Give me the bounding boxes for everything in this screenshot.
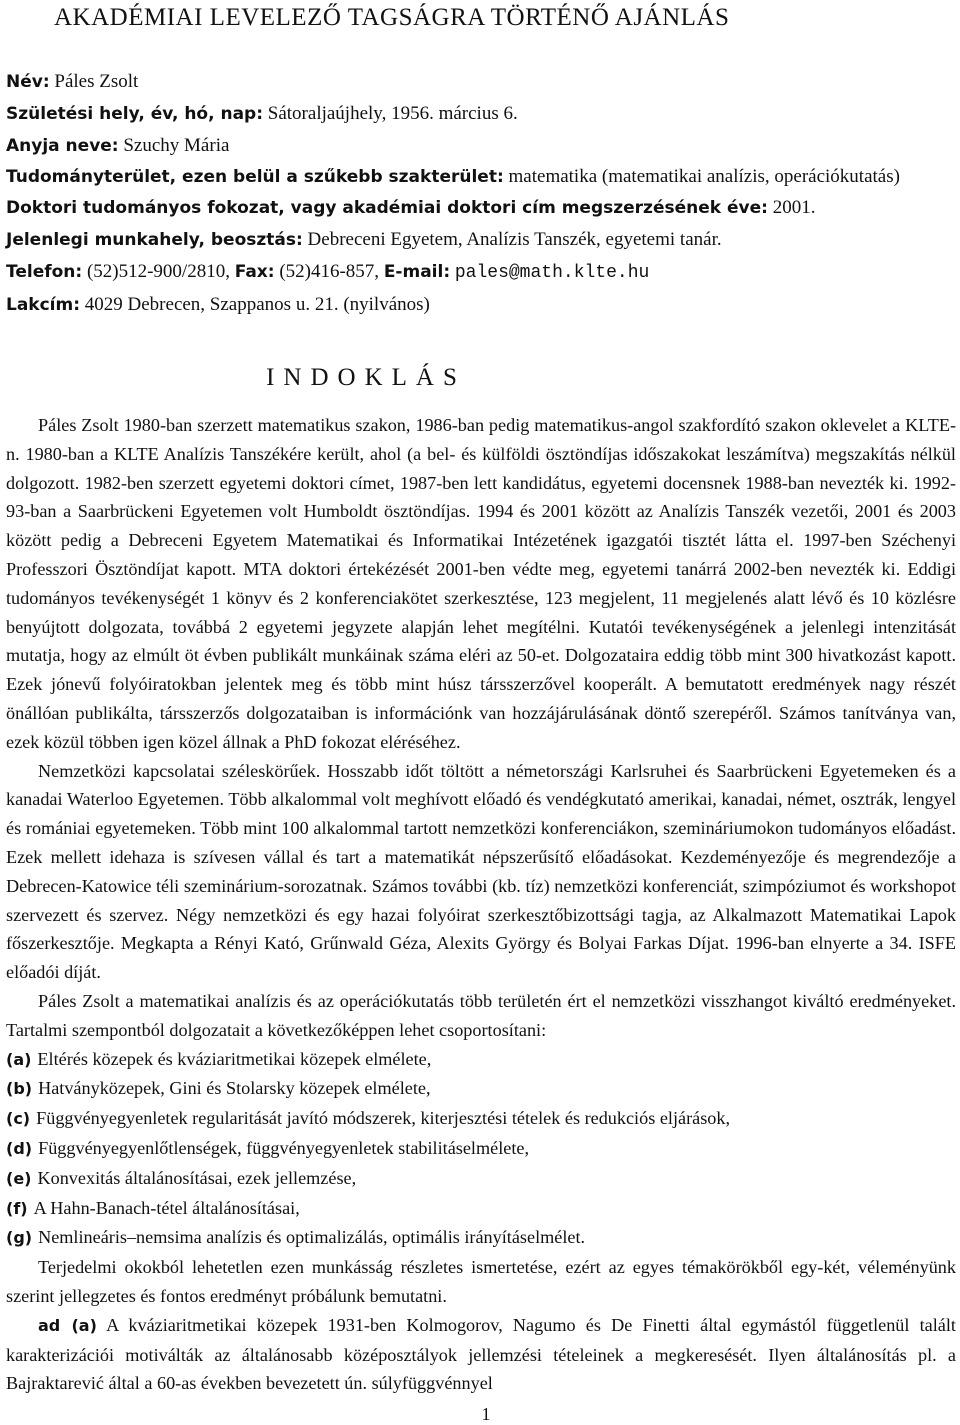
list-item bbox=[6, 1164, 956, 1194]
list-item-text: Függvényegyenletek regularitását javító módszerek, kiterjesztési tételek és redukciós eljárások, bbox=[36, 1108, 731, 1129]
list-item bbox=[6, 1074, 956, 1104]
email-label: E-mail: bbox=[383, 262, 451, 282]
list-marker: (f) bbox=[6, 1198, 28, 1218]
mother-row bbox=[6, 130, 956, 162]
email-value: pales@math.klte.hu bbox=[454, 263, 650, 283]
personal-info bbox=[6, 66, 956, 321]
work-value: Debreceni Egyetem, Analízis Tanszék, egyetemi tanár. bbox=[307, 229, 722, 250]
phone-label: Telefon: bbox=[6, 262, 83, 282]
name-label: Név: bbox=[6, 72, 50, 92]
topic-list bbox=[6, 1045, 956, 1254]
list-item-text: Függvényegyenlőtlenségek, függvényegyenletek stabilitáselmélete, bbox=[38, 1137, 529, 1158]
list-marker: (d) bbox=[6, 1138, 33, 1158]
list-marker: (g) bbox=[6, 1228, 33, 1248]
birth-label: Születési hely, év, hó, nap: bbox=[6, 104, 264, 124]
ad-label: ad (a) bbox=[38, 1315, 97, 1335]
document-title: AKADÉMIAI LEVELEZŐ TAGSÁGRA TÖRTÉNŐ AJÁNLÁS bbox=[54, 4, 730, 31]
document-body bbox=[6, 411, 956, 1398]
fax-value: (52)416-857, bbox=[279, 261, 380, 282]
page-number: 1 bbox=[481, 1404, 491, 1424]
paragraph-results: Páles Zsolt a matematikai analízis és az operációkutatás több területén ért el nemzetközi visszhangot kiváltó eredményeket. Tartalmi szempontból dolgozatait a következőképpen lehet csoportosítani: bbox=[6, 990, 956, 1040]
name-value: Páles Zsolt bbox=[54, 71, 139, 92]
field-value: matematika (matematikai analízis, operációkutatás) bbox=[508, 166, 900, 187]
list-marker: (e) bbox=[6, 1168, 32, 1188]
work-row bbox=[6, 224, 956, 256]
list-item-text: Nemlineáris–nemsima analízis és optimalizálás, optimális irányításelmélet. bbox=[38, 1227, 586, 1248]
list-marker: (c) bbox=[6, 1109, 31, 1129]
address-value: 4029 Debrecen, Szappanos u. 21. (nyilvános) bbox=[84, 294, 430, 315]
work-label: Jelenlegi munkahely, beosztás: bbox=[6, 230, 303, 250]
field-row bbox=[6, 162, 956, 192]
mother-value: Szuchy Mária bbox=[123, 135, 230, 156]
paragraph-career: Páles Zsolt 1980-ban szerzett matematikus szakon, 1986-ban pedig matematikus-angol szakfordító szakon oklevelet a KLTE-n. 1980-ban a KLTE Analízis Tanszékére került, ahol (a bel- és külföldi ösztöndíjas időszakokat leszámítva) megszakítás nélkül dolgozott. 1982-ben szerzett egyetemi doktori címet, 1987-ben lett kandidátus, egyetemi docensnek 1988-ban nevezték ki. 1992-93-ban a Saarbrückeni Egyetemen volt Humboldt ösztöndíjas. 1994 és 2001 között az Analízis Tanszék vezetői, 2001 és 2003 között pedig a Debreceni Egyetem Matematikai és Informatikai Intézetének igazgatói tisztét látta el. 1997-ben Széchenyi Professzori Ösztöndíjat kapott. MTA doktori értekézését 2001-ben védte meg, egyetemi tanárrá 2002-ben nevezték ki. Eddigi tudományos tevékenységét 1 könyv és 2 konferenciakötet szerkesztése, 123 megjelent, 11 megjelenés alatt lévő és 10 közlésre benyújtott dolgozata, továbbá 2 egyetemi jegyzete alapján lehet megítélni. Kutatói tevékenységének a jelenlegi intenzitását mutatja, hogy az elmúlt öt évben publikált munkáinak száma eléri az 50-et. Dolgozataira eddig több mint 300 hivatkozást kapott. Ezek jónevű folyóiratokban jelentek meg és több mint húsz társszerzővel kooperált. A bemutatott eredmények nagy részét önállóan publikálta, társszerzős dolgozataiban is információnk van hozzájárulásának döntő szerepéről. Számos tanítványa van, ezek közül többen igen közel állnak a PhD fokozat eléréséhez. bbox=[6, 415, 956, 752]
fax-label: Fax: bbox=[234, 262, 275, 282]
list-item-text: A Hahn-Banach-tétel általánosításai, bbox=[33, 1197, 300, 1218]
list-item bbox=[6, 1194, 956, 1224]
birth-value: Sátoraljaújhely, 1956. március 6. bbox=[267, 103, 518, 124]
list-item bbox=[6, 1045, 956, 1075]
degree-label: Doktori tudományos fokozat, vagy akadémiai doktori cím megszerzésének éve: bbox=[6, 198, 768, 218]
list-item bbox=[6, 1104, 956, 1134]
paragraph-closing: Terjedelmi okokból lehetetlen ezen munkásság részletes ismertetése, ezért az egyes témakörökből egy-két, véleményünk szerint jellegzetes és fontos eredményt próbálunk bemutatni. bbox=[6, 1257, 956, 1306]
list-item bbox=[6, 1134, 956, 1164]
list-marker: (a) bbox=[6, 1049, 32, 1069]
degree-row bbox=[6, 192, 956, 224]
birth-row bbox=[6, 98, 956, 130]
paragraph-international: Nemzetközi kapcsolatai széleskörűek. Hosszabb időt töltött a németországi Karlsruhei és Saarbrückeni Egyetemeken és a kanadai Waterloo Egyetemen. Több alkalommal volt meghívott előadó és vendégkutató amerikai, kanadai, német, osztrák, lengyel és romániai egyetemeken. Több mint 100 alkalommal tartott nemzetközi konferenciákon, szemináriumokon tudományos előadást. Ezek mellett idehaza is szívesen vállal és tart a matematikát népszerűsítő előadásokat. Kezdeményezője és megrendezője a Debrecen-Katowice téli szeminárium-sorozatnak. Számos további (kb. tíz) nemzetközi konferenciát, szimpóziumot és workshopot szervezett és szervez. Négy nemzetközi és egy hazai folyóirat szerkesztőbizottsági tagja, az Alkalmazott Matematikai Lapok főszerkesztője. Megkapta a Rényi Kató, Grűnwald Géza, Alexits György és Bolyai Farkas Díjat. 1996-ban elnyerte a 34. ISFE előadói díját. bbox=[6, 760, 956, 983]
list-item bbox=[6, 1223, 956, 1253]
name-row bbox=[6, 66, 956, 98]
contact-row bbox=[6, 256, 956, 289]
list-item-text: Hatványközepek, Gini és Stolarsky közepek elmélete, bbox=[38, 1078, 431, 1099]
mother-label: Anyja neve: bbox=[6, 136, 119, 156]
list-marker: (b) bbox=[6, 1079, 33, 1099]
address-row bbox=[6, 289, 956, 321]
section-heading: INDOKLÁS bbox=[266, 364, 466, 391]
degree-value: 2001. bbox=[772, 197, 816, 218]
ad-text: A kváziaritmetikai közepek 1931-ben Kolmogorov, Nagumo és De Finetti által egymástól függetlenül talált karakterizációi motiválták az általánosabb középosztályok jellemzési tételeinek a megkeresését. Ilyen általánosítás pl. a Bajraktarević által a 60-as években bevezetett ún. súlyfüggvénnyel bbox=[6, 1314, 956, 1394]
phone-value: (52)512-900/2810, bbox=[86, 261, 230, 282]
paragraph-ad-a bbox=[6, 1311, 956, 1398]
list-item-text: Eltérés közepek és kváziaritmetikai közepek elmélete, bbox=[37, 1048, 432, 1069]
address-label: Lakcím: bbox=[6, 295, 81, 315]
field-label: Tudományterület, ezen belül a szűkebb szakterület: bbox=[6, 167, 504, 187]
list-item-text: Konvexitás általánosításai, ezek jellemzése, bbox=[37, 1167, 357, 1188]
